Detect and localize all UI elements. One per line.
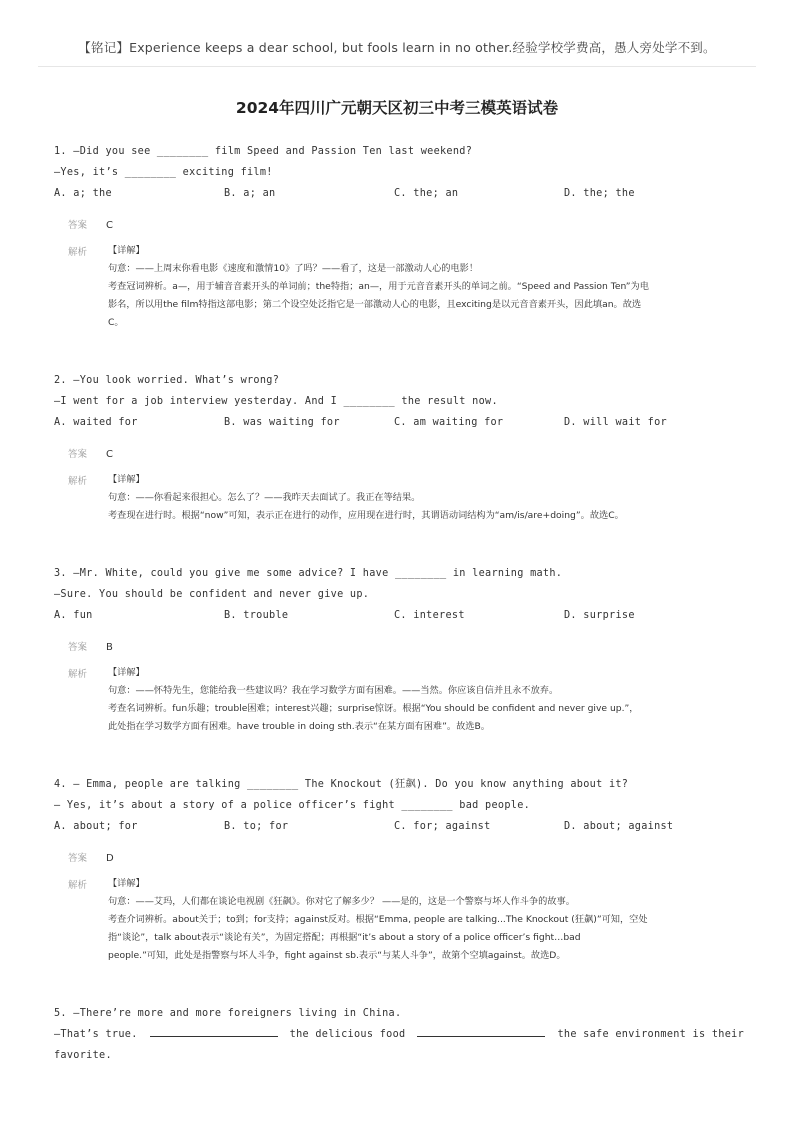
answer-row <box>54 849 754 869</box>
explanation <box>54 471 754 525</box>
option-a: A. about; for <box>54 821 138 832</box>
explanation-line: 句意：——怀特先生，您能给我一些建议吗？我在学习数学方面有困难。——当然。你应该自信并且永不放弃。 <box>108 685 559 696</box>
explanation-line: 【详解】 <box>108 245 145 256</box>
question-4 <box>54 774 754 965</box>
question-stem-line: 2. —You look worried. What’s wrong? <box>54 375 280 386</box>
explanation <box>54 242 754 332</box>
answer-label: 答案 <box>68 642 88 653</box>
question-stem-line: —Yes, it’s ________ exciting film! <box>54 167 273 178</box>
answer-value: C <box>106 220 113 231</box>
analysis-label: 解析 <box>68 476 88 487</box>
question-stem-line: 3. —Mr. White, could you give me some advice? I have ________ in learning math. <box>54 568 563 579</box>
option-b: B. a; an <box>224 188 276 199</box>
explanation-line: 句意：——你看起来很担心。怎么了？——我昨天去面试了。我正在等结果。 <box>108 492 421 503</box>
question-stem-line: 1. —Did you see ________ film Speed and Passion Ten last weekend? <box>54 146 473 157</box>
answer-label: 答案 <box>68 220 88 231</box>
explanation <box>54 664 754 736</box>
answer-options <box>54 412 754 433</box>
option-b: B. trouble <box>224 610 289 621</box>
explanation-line: 考查冠词辨析。a—，用于辅音音素开头的单词前；the特指；an—，用于元音音素开头的单词之前。“Speed and Passion Ten”为电 <box>108 281 649 292</box>
answer-label: 答案 <box>68 853 88 864</box>
option-c: C. for; against <box>394 821 491 832</box>
question-stem-line: —Sure. You should be confident and never give up. <box>54 589 370 600</box>
question-1 <box>54 141 754 332</box>
explanation-line: 句意：——艾玛，人们都在谈论电视剧《狂飙》。你对它了解多少？ ——是的，这是一个警察与坏人作斗争的故事。 <box>108 896 575 907</box>
explanation-line: 【详解】 <box>108 474 145 485</box>
header-motto: 【铭记】Experience keeps a dear school, but fools learn in no other.经验学校学费高，愚人旁处学不到。 <box>78 40 716 55</box>
answer-row <box>54 445 754 465</box>
question-stem-line: favorite. <box>54 1050 112 1061</box>
question-stem-line: 4. — Emma, people are talking ________ The Knockout (狂飙). Do you know anything about it? <box>54 779 629 790</box>
question-stem-line: —I went for a job interview yesterday. And I ________ the result now. <box>54 396 498 407</box>
option-b: B. was waiting for <box>224 417 340 428</box>
explanation-line: 此处指在学习数学方面有困难。have trouble in doing sth.表示“在某方面有困难”。故选B。 <box>108 721 490 732</box>
analysis-label: 解析 <box>68 669 88 680</box>
fill-blank <box>150 1026 278 1037</box>
option-a: A. a; the <box>54 188 112 199</box>
answer-label: 答案 <box>68 449 88 460</box>
answer-value: B <box>106 642 113 653</box>
explanation-line: 影名，所以用the film特指这部电影；第二个设空处泛指它是一部激动人心的电影，且exciting是以元音音素开头，因此填an。故选 <box>108 299 642 310</box>
question-stem-line: — Yes, it’s about a story of a police officer’s fight ________ bad people. <box>54 800 531 811</box>
stem-segment: —That’s true. <box>54 1029 138 1040</box>
option-b: B. to; for <box>224 821 289 832</box>
explanation-line: C。 <box>108 317 124 328</box>
explanation <box>54 875 754 965</box>
answer-options <box>54 183 754 204</box>
explanation-line: 【详解】 <box>108 667 145 678</box>
fill-blank <box>417 1026 545 1037</box>
option-c: C. interest <box>394 610 465 621</box>
question-3 <box>54 563 754 736</box>
question-stem-line: 5. —There’re more and more foreigners living in China. <box>54 1008 402 1019</box>
answer-options <box>54 816 754 837</box>
option-d: D. will wait for <box>564 417 667 428</box>
option-c: C. the; an <box>394 188 459 199</box>
answer-value: D <box>106 853 114 864</box>
question-5 <box>54 1003 754 1066</box>
answer-options <box>54 605 754 626</box>
option-c: C. am waiting for <box>394 417 504 428</box>
analysis-label: 解析 <box>68 247 88 258</box>
answer-row <box>54 638 754 658</box>
stem-segment: the delicious food <box>289 1029 406 1040</box>
page-title: 2024年四川广元朝天区初三中考三模英语试卷 <box>235 99 559 117</box>
option-d: D. surprise <box>564 610 635 621</box>
explanation-line: 考查名词辨析。fun乐趣；trouble困难；interest兴趣；surprise惊讶。根据“You should be confident and never give up.”， <box>108 703 639 714</box>
answer-value: C <box>106 449 113 460</box>
stem-segment: the safe environment is their <box>557 1029 745 1040</box>
explanation-line: 句意：——上周末你看电影《速度和激情10》了吗？——看了，这是一部激动人心的电影！ <box>108 263 479 274</box>
analysis-label: 解析 <box>68 880 88 891</box>
option-a: A. waited for <box>54 417 138 428</box>
explanation-line: 考查介词辨析。about关于；to到；for支持；against反对。根据“Emma, people are talking...The Knockout (狂飙)”可知，空处 <box>108 914 648 925</box>
explanation-line: 考查现在进行时。根据“now”可知，表示正在进行的动作，应用现在进行时，其谓语动词结构为“am/is/are+doing”。故选C。 <box>108 510 624 521</box>
option-d: D. the; the <box>564 188 635 199</box>
explanation-line: 指“谈论”，talk about表示“谈论有关”，为固定搭配；再根据“it’s about a story of a police officer’s fight…bad <box>108 932 581 943</box>
question-2 <box>54 370 754 525</box>
question-stem-line <box>54 1024 754 1045</box>
explanation-line: 【详解】 <box>108 878 145 889</box>
header-divider <box>38 66 756 67</box>
answer-row <box>54 216 754 236</box>
option-a: A. fun <box>54 610 93 621</box>
option-d: D. about; against <box>564 821 674 832</box>
explanation-line: people.”可知，此处是指警察与坏人斗争，fight against sb.表示“与某人斗争”，故第个空填against。故选D。 <box>108 950 566 961</box>
